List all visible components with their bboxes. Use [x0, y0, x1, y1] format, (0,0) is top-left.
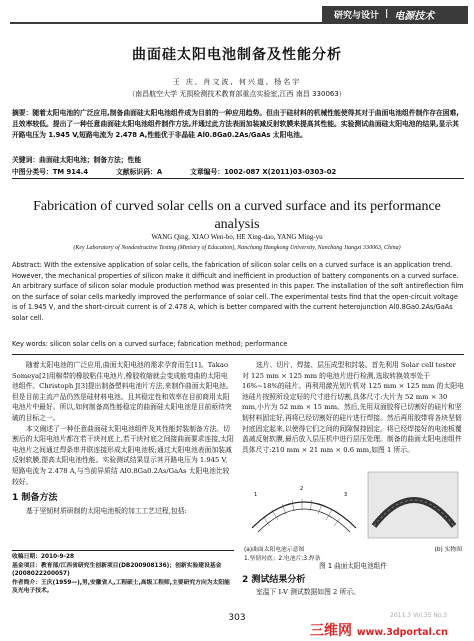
- header-rule: [10, 22, 468, 24]
- svg-text:1: 1: [254, 492, 258, 498]
- article-number: 文章编号：1002-087 X(2011)03-0303-02: [190, 168, 337, 176]
- watermark: [310, 620, 470, 640]
- caption-b: (b) 实物图: [434, 547, 462, 553]
- watermark-cn: 三维网: [310, 623, 352, 639]
- title-cn: 曲面硅太阳电池制备及性能分析: [132, 47, 342, 63]
- process-paragraph: 选片、切片、焊接、层压成型和封装。首先利用 Solar cell tester 对 125 mm × 125 mm 的电池片进行检测,选取转换效率处于 16%~18%的硅片。再利用激光划片机对 125 mm × 125 mm 的太阳电池硅片按照所设定好的尺寸进行切割,具体尺寸:大片为 52 mm × 30 mm,小片为 52 mm × 15 mm。然后,先用双面胶将已切割好的硅片和坚韧材料固定好,再将已经切割好的硅片进行焊接。然后再用胶带将各块坚韧衬底固定起来,以使得它们之间的间隙保持固定。将已经焊接好的电池板覆盖减反射软膜,最后放入层压机中进行层压处理。制备的曲面太阳电池组件具体尺寸:210 mm × 21 mm × 0.6 mm,如图 1 所示。: [242, 361, 464, 454]
- header-separator: |: [385, 9, 389, 19]
- received-date: 收稿日期：2010-9-28: [12, 554, 75, 560]
- caption-a: (a)曲面太阳电池示意图: [244, 547, 305, 553]
- authors-en: WANG Qing, XIAO Wen-bo, HE Xing-dao, YANG Ming-yu: [151, 233, 323, 241]
- authors-cn: 王 庆, 肖文波, 何兴道, 杨名宇: [172, 78, 302, 86]
- clc-code: 中图分类号：TM 914.4: [12, 168, 89, 176]
- abstract-rule-bottom: [12, 354, 464, 355]
- section-2-text: 室温下 I-V 测试数据如图 2 所示。: [256, 588, 360, 596]
- journal-brand: 电源技术: [394, 10, 435, 22]
- figure-1: [244, 466, 462, 546]
- abstract-en: Abstract: With the extensive application of solar cells, the fabrication of silicon solar cells on a curved surface is an application trend. However, the mechanical properties of silicon make it difficult and inefficient in production of battery components on a curved surface. An arbitrary surface of silicon solar module production method was presented in this paper. The installation of the soft antireflection film on the surface of solar cells markedly improved the performance of solar cell. The experimental tests find that the open-circuit voltage is of 1.945 V, and the short-circuit current is of 2.478 A, which is better compared with the current heterojunction Al0.8Ga0.2As/GaAs solar cell.: [12, 261, 464, 322]
- doc-code: 文献标识码：A: [116, 168, 163, 176]
- left-column: [12, 360, 234, 516]
- footer-issue: 2011.3 Vol.35 No.3: [390, 612, 448, 619]
- section-label: 研究与设计: [334, 10, 380, 21]
- keywords-cn: 关键词：曲面硅太阳电池；制备方法；性能: [12, 156, 142, 164]
- caption-a-sub: 1.坚韧衬底；2.电池片;3.焊条: [244, 555, 321, 562]
- abstract-rule-top: [12, 178, 464, 179]
- intro-paragraph-1: 随着太阳电池的广泛应用,曲面太阳电池的需求孕育而生[1]。Takao Someya[2]用棉带的橡胶粘住电池片,橡胶收缩就会变成能弯曲的太阳电池组件。Christoph J[3]提出制备塑料电池片方法,来制作曲面太阳电池。但是目前主流产品仍然是硅材料电池。且其稳定性和效率在目前商用太阳电池片中最好。所以,如何制备高性能稳定的曲面硅太阳电池是目前亟待突破的目标之一。: [12, 361, 233, 422]
- figure-photo: [368, 472, 458, 538]
- watermark-url: www.3dportal.cn: [356, 627, 448, 638]
- section-heading-2: 2 测试结果分析: [242, 575, 306, 585]
- right-column: [242, 360, 464, 455]
- fund-info: 基金项目：教育部/江西省研究生创新项目(DB200908136)；创新实验建设基金(2008022200057): [12, 562, 222, 577]
- affiliation-cn: （南昌航空大学 无损检测技术教育部重点实验室,江西 南昌 330063）: [128, 90, 346, 98]
- affiliation-en: (Key Laboratory of Nondestructive Testing (Ministry of Education), Nanchang Hangkong University, Nanchang Jiangxi 330063, China): [73, 245, 401, 251]
- page-number: 303: [228, 613, 246, 623]
- svg-text:2: 2: [300, 486, 304, 492]
- figure-schematic: [252, 486, 356, 532]
- classification-row: [12, 166, 464, 176]
- title-en: Fabrication of curved solar cells on a curved surface and its performance analysis: [33, 199, 441, 232]
- section-heading-1: 1 制备方法: [12, 493, 58, 504]
- abstract-cn: 摘要：随着太阳电池的广泛应用,制备曲面硅太阳电池组件成为目前的一种应用趋势。但由于硅材料的机械性能使得其对于曲面电池组件制作存在困难,且效率较低。提出了一种任意曲面硅太阳电池组件制作方法,并通过此方法表面加装减反射软膜来提高其性能。实验测试曲面硅太阳电池的结果,显示其开路电压为 1.945 V,短路电流为 2.478 A,性能优于非晶硅 Al0.8Ga0.2As/GaAs 太阳电池。: [12, 109, 459, 139]
- author-bio: 作者简介：王庆(1959—),男,安徽省人,工程硕士,高级工程师,主要研究方向为太阳能及光电子技术。: [12, 579, 230, 594]
- keywords-en: Key words: silicon solar cells on a curved surface; fabrication method; performance: [12, 340, 288, 348]
- journal-section-header: [322, 6, 468, 22]
- intro-paragraph-2: 本文阐述了一种任意曲面硅太阳电池组件及其性能封装制备方法。切割后的太阳电池片都在若干块衬底上,若干块衬底之间接曲面要求连接,太阳电池片之间通过焊条串并联连接形成太阳电池板;通过太阳电池表面加装减反射软膜,提高太阳电池性能。实验测试结果显示其开路电压为 1.945 V,短路电流为 2.478 A,与当前异质结 Al0.8Ga0.2As/GaAs 太阳电池比较较好。: [12, 424, 234, 486]
- method-paragraph: 基于坚韧材质研制的太阳电池板的加工工艺过程,包括:: [26, 506, 187, 515]
- figure-title: 图 1 曲面太阳电池组件: [319, 562, 387, 570]
- footnotes: [12, 550, 234, 596]
- svg-text:3: 3: [344, 492, 348, 498]
